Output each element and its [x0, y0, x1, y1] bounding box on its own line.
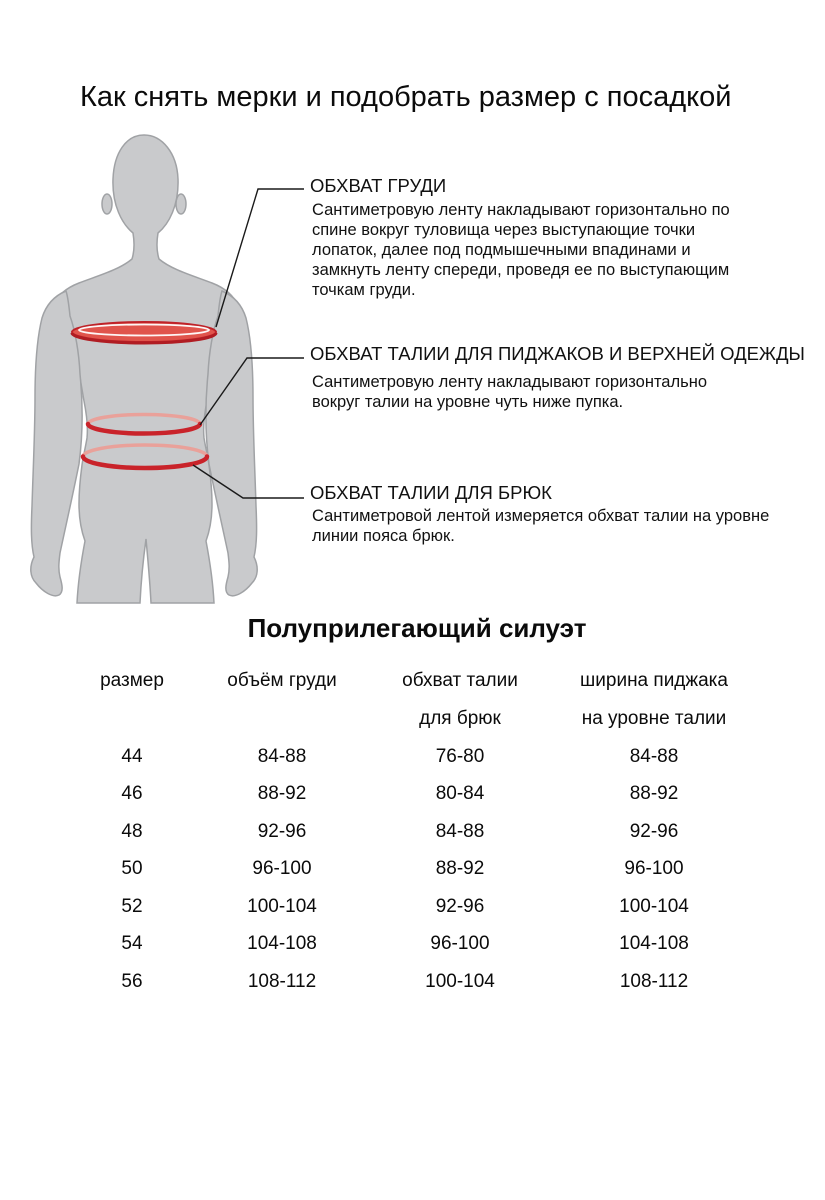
column-subheader — [57, 701, 207, 737]
size-cell: 76-80 — [435, 745, 485, 767]
size-cell: 108-112 — [247, 970, 317, 992]
size-cell: 108-112 — [619, 970, 689, 992]
size-cell: 96-100 — [624, 858, 684, 880]
size-cell: 92-96 — [257, 820, 307, 842]
size-cell: 80-84 — [435, 783, 485, 805]
size-cell: 88-92 — [435, 858, 485, 880]
chest-measure-text: Сантиметровую ленту накладывают горизонтально по спине вокруг туловища через выступающие точки лопаток, далее под подмышечными впадинами и замкнуть ленту спереди, проведя ее по выступающим точкам груди. — [312, 201, 730, 299]
chest-measure-heading: ОБХВАТ ГРУДИ — [310, 175, 447, 196]
size-cell: 96-100 — [252, 858, 312, 880]
size-cell: 56 — [121, 970, 143, 992]
size-cell: 92-96 — [435, 895, 485, 917]
size-cell: 52 — [121, 895, 143, 917]
column-header-jacket-width: ширина пиджака — [580, 670, 728, 691]
trouser-waist-measure-heading: ОБХВАТ ТАЛИИ ДЛЯ БРЮК — [310, 482, 552, 503]
size-cell: 84-88 — [435, 820, 485, 842]
ear-left — [102, 194, 112, 214]
page-title: Как снять мерки и подобрать размер с посадкой — [80, 81, 732, 113]
size-cell: 84-88 — [257, 745, 307, 767]
column-subheader — [207, 701, 357, 737]
size-cell: 100-104 — [247, 895, 317, 917]
column-header-size: размер — [100, 670, 164, 691]
size-cell: 92-96 — [629, 820, 679, 842]
size-cell: 84-88 — [629, 745, 679, 767]
size-cell: 54 — [121, 933, 143, 955]
trouser-waist-measure-text: Сантиметровой лентой измеряется обхват талии на уровне линии пояса брюк. — [312, 507, 770, 545]
size-cell: 44 — [121, 745, 143, 767]
jacket-waist-measure-heading: ОБХВАТ ТАЛИИ ДЛЯ ПИДЖАКОВ И ВЕРХНЕЙ ОДЕЖДЫ — [310, 343, 805, 364]
column-subheader-jacket-width: на уровне талии — [581, 707, 727, 729]
column-header-chest: объём груди — [227, 670, 337, 691]
size-cell: 104-108 — [247, 933, 317, 955]
size-table-title: Полуприлегающий силуэт — [247, 613, 587, 643]
jacket-waist-measure-text: Сантиметровую ленту накладывают горизонтально вокруг талии на уровне чуть ниже пупка. — [312, 373, 708, 411]
size-cell: 48 — [121, 820, 143, 842]
column-header-trouser-waist: обхват талии — [402, 670, 518, 691]
size-cell: 96-100 — [430, 933, 490, 955]
size-cell: 100-104 — [425, 970, 495, 992]
size-cell: 88-92 — [629, 783, 679, 805]
size-cell: 100-104 — [619, 895, 689, 917]
size-cell: 88-92 — [257, 783, 307, 805]
size-cell: 50 — [121, 858, 143, 880]
size-table — [57, 663, 745, 1001]
size-cell: 46 — [121, 783, 143, 805]
chest-band — [72, 322, 216, 343]
male-silhouette-figure — [0, 120, 320, 612]
size-cell: 104-108 — [619, 933, 689, 955]
column-subheader-trouser-waist: для брюк — [419, 707, 501, 729]
